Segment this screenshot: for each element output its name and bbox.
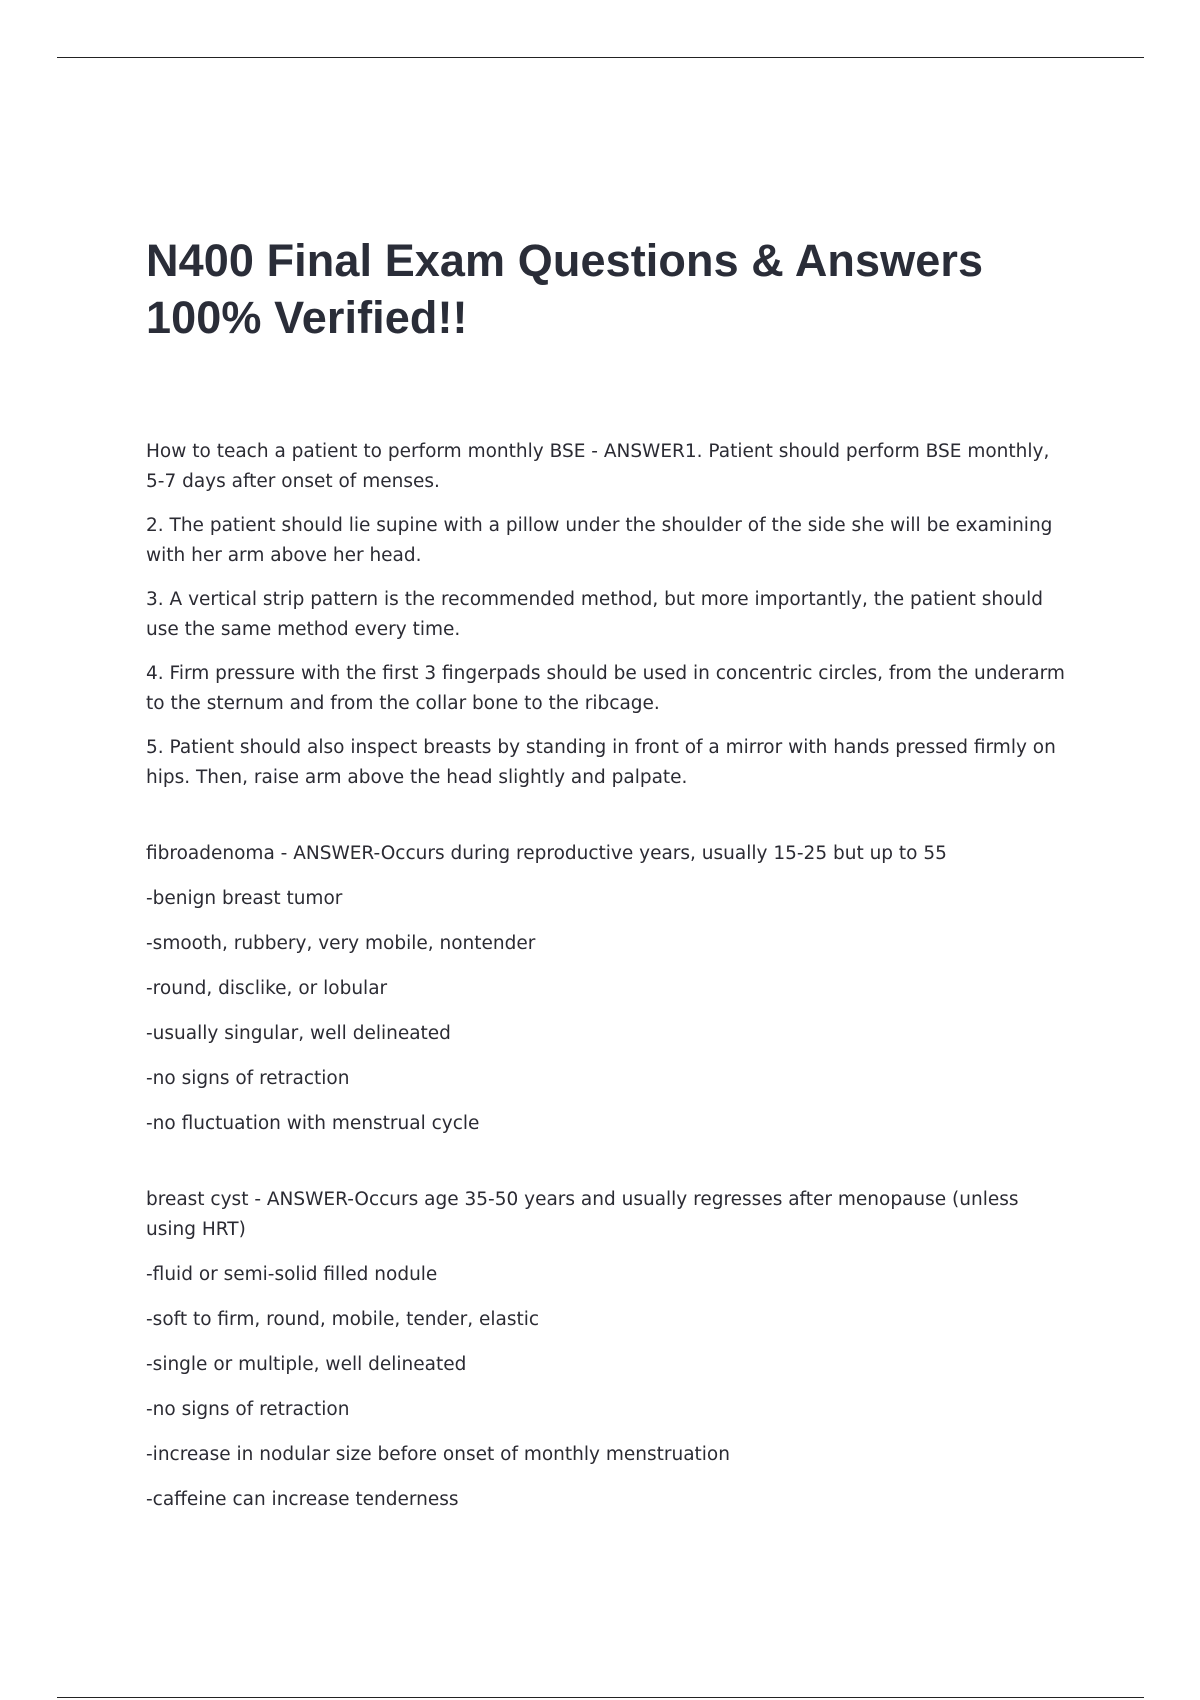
answer-line: 4. Firm pressure with the first 3 fingerpads should be used in concentric circles, from the underarm to the sternum and from the collar bone to the ribcage.: [146, 663, 1065, 714]
section-fibroadenoma: [146, 839, 1066, 1139]
answer-line: -benign breast tumor: [146, 888, 343, 909]
answer-line: breast cyst - ANSWER-Occurs age 35-50 years and usually regresses after menopause (unless using HRT): [146, 1189, 1019, 1240]
answer-line: -no signs of retraction: [146, 1399, 350, 1420]
answer-line: -soft to firm, round, mobile, tender, elastic: [146, 1309, 540, 1330]
answer-line: 2. The patient should lie supine with a pillow under the shoulder of the side she will be examining with her arm above her head.: [146, 515, 1053, 566]
answer-line: -smooth, rubbery, very mobile, nontender: [146, 933, 536, 954]
answer-line: -caffeine can increase tenderness: [146, 1489, 459, 1510]
answer-line: 3. A vertical strip pattern is the recommended method, but more importantly, the patient should use the same method every time.: [146, 589, 1044, 640]
section-breast-cyst: [146, 1185, 1066, 1515]
answer-line: fibroadenoma - ANSWER-Occurs during reproductive years, usually 15-25 but up to 55: [146, 843, 947, 864]
section-bse: [146, 437, 1066, 793]
answer-line: -round, disclike, or lobular: [146, 978, 388, 999]
answer-line: 5. Patient should also inspect breasts by standing in front of a mirror with hands pressed firmly on hips. Then, raise arm above the head slightly and palpate.: [146, 737, 1056, 788]
answer-line: -single or multiple, well delineated: [146, 1354, 467, 1375]
answer-line: -increase in nodular size before onset of monthly menstruation: [146, 1444, 730, 1465]
answer-line: -no fluctuation with menstrual cycle: [146, 1113, 480, 1134]
answer-line: -fluid or semi-solid filled nodule: [146, 1264, 438, 1285]
document-body: [146, 437, 1066, 1530]
answer-line: -no signs of retraction: [146, 1068, 350, 1089]
document-title: N400 Final Exam Questions & Answers 100% Verified!!: [146, 235, 984, 343]
top-rule: [57, 57, 1144, 58]
bottom-rule: [57, 1697, 1144, 1698]
answer-line: -usually singular, well delineated: [146, 1023, 451, 1044]
answer-line: How to teach a patient to perform monthly BSE - ANSWER1. Patient should perform BSE monthly, 5-7 days after onset of menses.: [146, 441, 1050, 492]
